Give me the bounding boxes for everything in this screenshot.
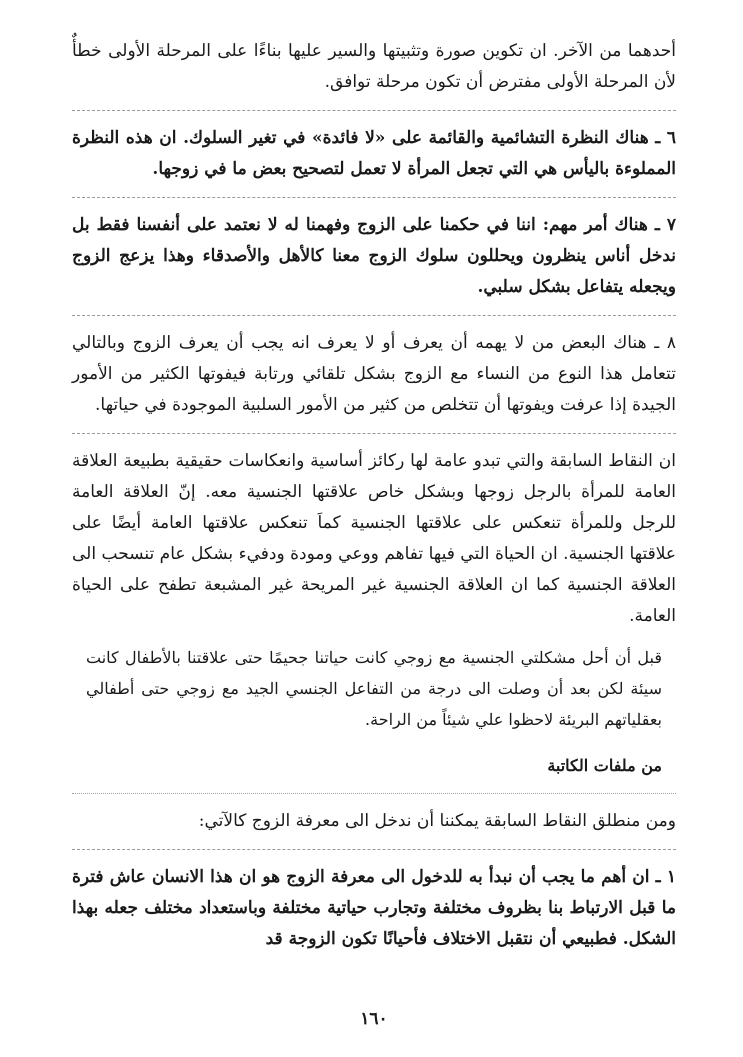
quote-source: من ملفات الكاتبة	[547, 756, 662, 775]
point-1-paragraph: ١ ـ ان أهم ما يجب أن نبدأ به للدخول الى معرفة الزوج هو ان هذا الانسان عاش فترة ما قبل الارتباط بنا بظروف مختلفة وتجارب حياتية مختلفة وباستعداد مختلف جعله بهذا الشكل. فطبيعي أن نتقبل الاختلاف فأحيانًا تكون الزوجة قد	[72, 867, 676, 949]
transition-paragraph: ومن منطلق النقاط السابقة يمكننا أن ندخل الى معرفة الزوج كالآتي:	[198, 811, 676, 831]
intro-paragraph: أحدهما من الآخر. ان تكوين صورة وتثبيتها والسير عليها بناءًا على المرحلة الأولى خطأٌ لأن المرحلة الأولى مفترض أن تكون مرحلة توافق.	[72, 41, 676, 92]
page-number: ١٦٠	[360, 1009, 388, 1029]
book-page	[72, 36, 676, 1057]
section-divider	[72, 433, 676, 434]
section-divider	[72, 110, 676, 111]
point-8-paragraph: ٨ ـ هناك البعض من لا يهمه أن يعرف أو لا يعرف انه يجب أن يعرف الزوج وبالتالي تتعامل هذا النوع من النساء مع الزوج بشكل تلقائي ورتابة فيفوتها الكثير من الأمور الجيدة إذا عرفت ويفوتها أن تتخلص من كثير من الأمور السلبية الموجودة في حياتها.	[72, 333, 676, 415]
testimonial-quote: قبل أن أحل مشكلتي الجنسية مع زوجي كانت حياتنا جحيمًا حتى علاقتنا بالأطفال كانت سيئة لكن بعد أن وصلت الى درجة من التفاعل الجنسي الجيد مع زوجي حتى أطفالي بعقلياتهم البريئة لاحظوا علي شيئاً من الراحة.	[86, 648, 663, 729]
summary-paragraph: ان النقاط السابقة والتي تبدو عامة لها ركائز أساسية وانعكاسات حقيقية بطبيعة العلاقة العامة للمرأة بالرجل زوجها وبشكل خاص علاقتها الجنسية معه. إنّ العلاقة العامة للرجل وللمرأة تنعكس على علاقتها الجنسية كماَ تنعكس علاقتها العامة أيضًا على علاقتها الجنسية. ان الحياة التي فيها تفاهم ووعي ومودة ودفيء بشكل عام تنسحب الى العلاقة الجنسية كما ان العلاقة الجنسية غير المريحة غير المشبعة تطفح على الحياة العامة.	[72, 451, 676, 626]
section-divider	[72, 315, 676, 316]
section-divider	[72, 197, 676, 198]
section-divider	[72, 849, 676, 850]
spacer	[72, 632, 676, 642]
point-6-paragraph: ٦ ـ هناك النظرة التشائمية والقائمة على «لا فائدة» في تغير السلوك. ان هذه النظرة المملوءة باليأس هي التي تجعل المرأة لا تعمل لتصحيح بعض ما في زوجها.	[72, 128, 676, 179]
point-7-paragraph: ٧ ـ هناك أمر مهم: اننا في حكمنا على الزوج وفهمنا له لا نعتمد على أنفسنا فقط بل ندخل أناس ينظرون ويحللون سلوك الزوج معنا كالأهل والأصدقاء وهذا يزعج الزوج ويجعله يتفاعل بشكل سلبي.	[72, 215, 676, 297]
section-divider	[72, 793, 676, 794]
